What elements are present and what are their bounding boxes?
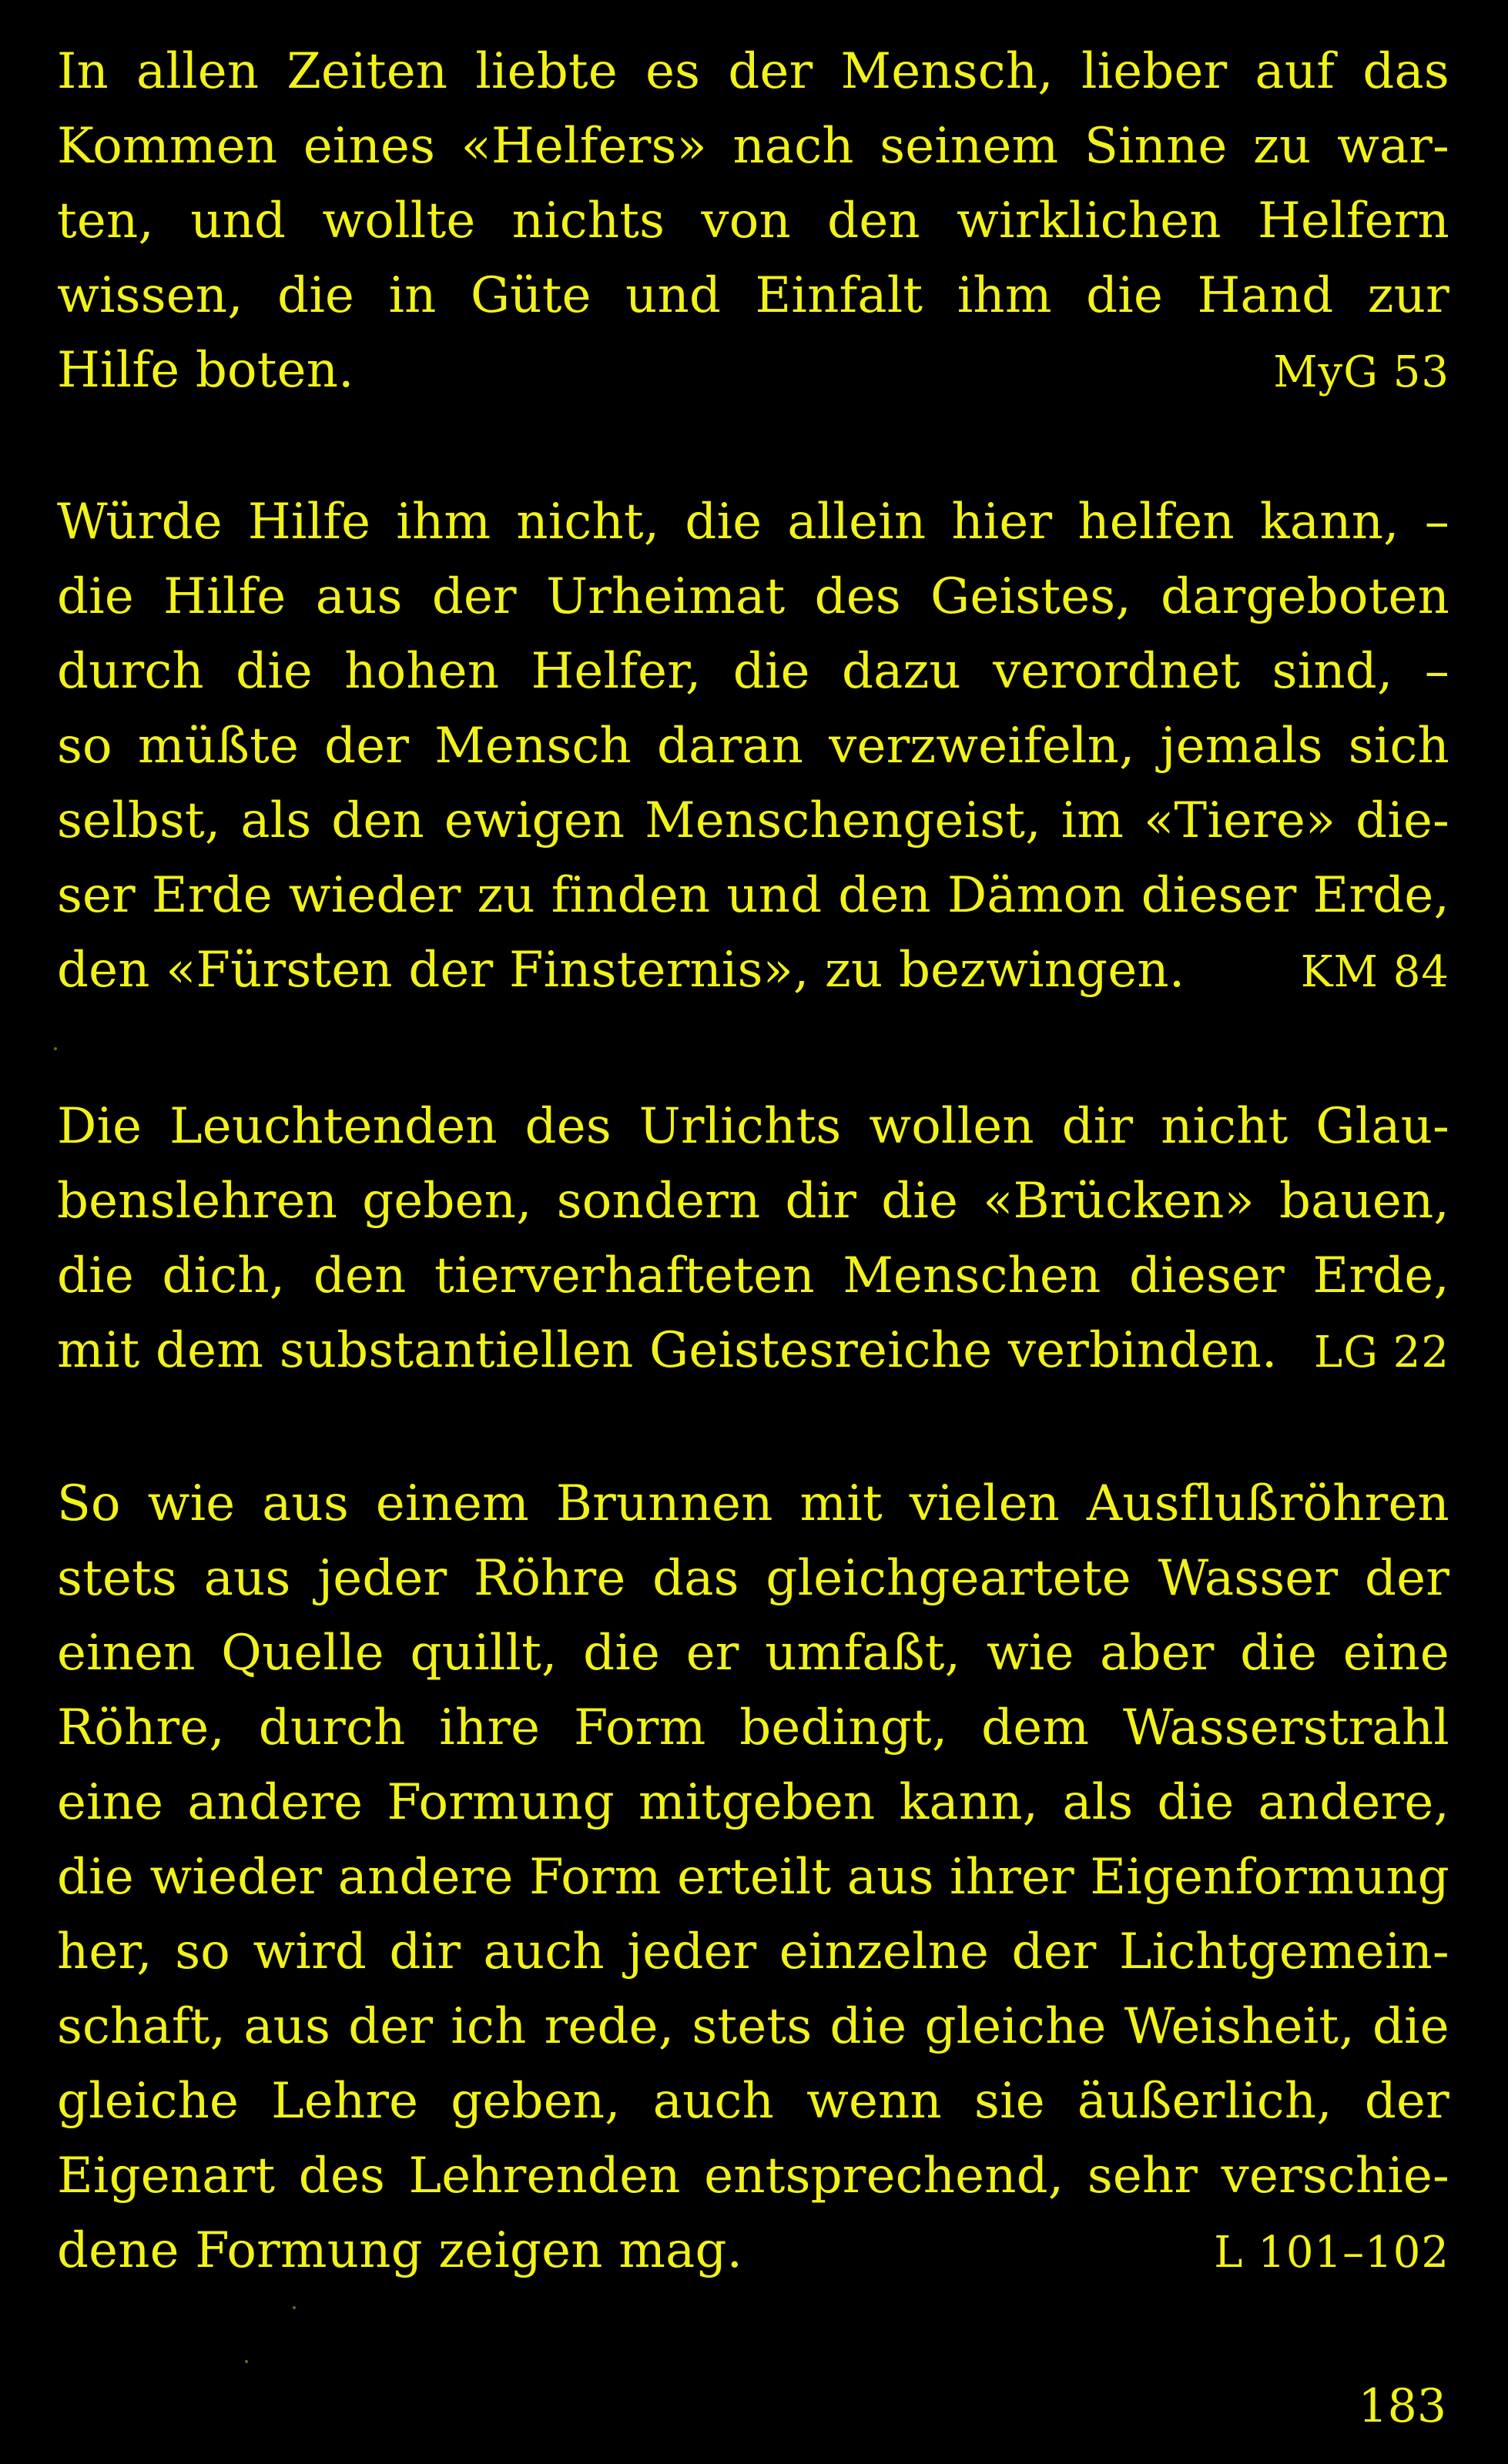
word: war- bbox=[1336, 118, 1449, 175]
word: die- bbox=[1356, 792, 1449, 849]
word: aus bbox=[243, 1998, 331, 2055]
word: gleiche bbox=[57, 2073, 240, 2130]
word: bedingt, bbox=[739, 1699, 948, 1756]
word: Mensch bbox=[434, 718, 632, 775]
word: er bbox=[685, 1625, 739, 1682]
word: den bbox=[827, 192, 920, 249]
word: der bbox=[1011, 1923, 1097, 1980]
word: andere bbox=[187, 1774, 364, 1831]
source-reference: LG 22 bbox=[1314, 1327, 1449, 1378]
text-line bbox=[57, 1915, 1449, 1990]
word: helfen bbox=[1077, 494, 1235, 551]
word: Dämon bbox=[947, 867, 1125, 924]
word: die bbox=[57, 568, 134, 625]
text-line bbox=[57, 1766, 1449, 1840]
word: ewigen bbox=[444, 792, 625, 849]
paragraph-3 bbox=[57, 1090, 1449, 1388]
word: Die bbox=[57, 1098, 142, 1155]
word: das bbox=[1362, 43, 1449, 100]
word: als bbox=[1062, 1774, 1134, 1831]
text-line bbox=[57, 560, 1449, 634]
text-line bbox=[57, 109, 1449, 184]
word: eine bbox=[57, 1774, 164, 1831]
word: Urlichts bbox=[638, 1098, 842, 1155]
word: der bbox=[1364, 1550, 1449, 1607]
word: stets bbox=[57, 1550, 177, 1607]
word: auch bbox=[652, 2073, 775, 2130]
text-line bbox=[57, 1239, 1449, 1314]
paragraph-1 bbox=[57, 35, 1449, 408]
word: dir bbox=[785, 1173, 857, 1230]
text-line bbox=[57, 1616, 1449, 1691]
word: Form bbox=[573, 1699, 706, 1756]
text-line bbox=[57, 2064, 1449, 2139]
word: Zeiten bbox=[287, 43, 448, 100]
word: die bbox=[1372, 1998, 1449, 2055]
word: wieder bbox=[288, 867, 461, 924]
word: den bbox=[331, 792, 424, 849]
word: die bbox=[685, 494, 762, 551]
word: den bbox=[313, 1247, 407, 1304]
word: Formung bbox=[387, 1774, 615, 1831]
word: äußerlich, bbox=[1077, 2073, 1332, 2130]
word: – bbox=[1424, 494, 1449, 551]
word: eines bbox=[303, 118, 436, 175]
word: aus bbox=[203, 1550, 291, 1607]
word: her, bbox=[57, 1923, 152, 1980]
word: ser bbox=[57, 867, 136, 924]
word: benslehren bbox=[57, 1173, 338, 1230]
text-line bbox=[57, 1164, 1449, 1239]
paper-speck bbox=[293, 2306, 296, 2309]
word: Glau- bbox=[1315, 1098, 1449, 1155]
text-line bbox=[57, 1467, 1449, 1542]
word: jeder bbox=[627, 1923, 757, 1980]
word: eine bbox=[1342, 1625, 1449, 1682]
source-reference: MyG 53 bbox=[1273, 347, 1449, 397]
word: Erde bbox=[151, 867, 273, 924]
text-line bbox=[57, 485, 1449, 560]
word: Quelle bbox=[221, 1625, 384, 1682]
word: gleichgeartete bbox=[766, 1550, 1131, 1607]
word: dem bbox=[981, 1699, 1090, 1756]
text-line bbox=[57, 35, 1449, 109]
word: in bbox=[388, 267, 437, 324]
text-line bbox=[57, 1691, 1449, 1766]
word: auch bbox=[483, 1923, 605, 1980]
word: vielen bbox=[909, 1475, 1061, 1532]
text-line bbox=[57, 859, 1449, 933]
word: Urheimat bbox=[546, 568, 786, 625]
word: Erde, bbox=[1312, 1247, 1449, 1304]
word: das bbox=[652, 1550, 739, 1607]
word: es bbox=[645, 43, 701, 100]
source-reference: L 101–102 bbox=[1214, 2228, 1449, 2278]
word: selbst, bbox=[57, 792, 221, 849]
word: ten, bbox=[57, 192, 154, 249]
word: einzelne bbox=[779, 1923, 990, 1980]
text-line bbox=[57, 709, 1449, 784]
word: geben, bbox=[362, 1173, 532, 1230]
word: hohen bbox=[344, 643, 500, 700]
word: Lehrenden bbox=[408, 2148, 681, 2205]
word: wenn bbox=[806, 2073, 942, 2130]
word: dazu bbox=[841, 643, 961, 700]
word: Hand bbox=[1197, 267, 1334, 324]
word: verordnet bbox=[993, 643, 1241, 700]
word: schaft, bbox=[57, 1998, 226, 2055]
word: Kommen bbox=[57, 118, 278, 175]
paper-speck bbox=[245, 2360, 248, 2363]
word: nicht, bbox=[516, 494, 660, 551]
word: Helfer, bbox=[531, 643, 702, 700]
word: mit bbox=[799, 1475, 883, 1532]
word: Lehre bbox=[271, 2073, 419, 2130]
word: dieser bbox=[1129, 1247, 1285, 1304]
final-line-text: mit dem substantiellen Geistesreiche verbinden. bbox=[57, 1322, 1278, 1379]
paragraph-4 bbox=[57, 1467, 1449, 2288]
word: so bbox=[175, 1923, 231, 1980]
word: dich, bbox=[162, 1247, 286, 1304]
word: dieser bbox=[1141, 867, 1297, 924]
word: die bbox=[277, 267, 355, 324]
word: Weisheit, bbox=[1124, 1998, 1355, 2055]
word: In bbox=[57, 43, 109, 100]
word: dir bbox=[389, 1923, 461, 1980]
word: «Helfers» bbox=[461, 118, 707, 175]
word: geben, bbox=[451, 2073, 621, 2130]
word: sich bbox=[1348, 718, 1449, 775]
word: ich bbox=[451, 1998, 527, 2055]
word: wollen bbox=[869, 1098, 1034, 1155]
final-line-text: den «Fürsten der Finsternis», zu bezwingen. bbox=[57, 942, 1185, 999]
text-line bbox=[57, 933, 1449, 1008]
word: finden bbox=[551, 867, 711, 924]
final-line-text: dene Formung zeigen mag. bbox=[57, 2222, 743, 2279]
word: Eigenformung bbox=[1090, 1849, 1449, 1906]
word: der bbox=[348, 1998, 434, 2055]
text-line bbox=[57, 634, 1449, 709]
word: der bbox=[324, 718, 410, 775]
text-line bbox=[57, 2139, 1449, 2214]
word: Sinne bbox=[1084, 118, 1228, 175]
word: bauen, bbox=[1278, 1173, 1449, 1230]
word: Helfern bbox=[1257, 192, 1449, 249]
word: «Tiere» bbox=[1144, 792, 1336, 849]
word: andere bbox=[337, 1849, 514, 1906]
text-line bbox=[57, 1542, 1449, 1616]
word: Leuchtenden bbox=[169, 1098, 498, 1155]
word: wollte bbox=[322, 192, 476, 249]
word: zu bbox=[1253, 118, 1312, 175]
word: aus bbox=[262, 1475, 350, 1532]
word: den bbox=[838, 867, 931, 924]
word: wie bbox=[147, 1475, 236, 1532]
word: zu bbox=[477, 867, 535, 924]
word: und bbox=[625, 267, 722, 324]
word: hier bbox=[951, 494, 1053, 551]
final-line-text: Hilfe boten. bbox=[57, 342, 354, 399]
word: der bbox=[728, 43, 813, 100]
word: die bbox=[236, 643, 313, 700]
word: mitgeben bbox=[638, 1774, 876, 1831]
word: aber bbox=[1100, 1625, 1215, 1682]
word: Erde, bbox=[1312, 867, 1449, 924]
text-line bbox=[57, 184, 1449, 259]
word: durch bbox=[57, 643, 204, 700]
word: tierverhafteten bbox=[434, 1247, 815, 1304]
word: durch bbox=[258, 1699, 406, 1756]
text-line bbox=[57, 1314, 1449, 1388]
word: zur bbox=[1367, 267, 1449, 324]
word: so bbox=[57, 718, 112, 775]
word: entsprechend, bbox=[704, 2148, 1064, 2205]
word: wieder bbox=[149, 1849, 323, 1906]
word: Hilfe bbox=[247, 494, 371, 551]
word: gleiche bbox=[924, 1998, 1107, 2055]
word: lieber bbox=[1081, 43, 1228, 100]
word: andere, bbox=[1258, 1774, 1449, 1831]
word: Hilfe bbox=[163, 568, 287, 625]
word: die bbox=[57, 1849, 134, 1906]
word: der bbox=[1364, 2073, 1449, 2130]
text-line bbox=[57, 1090, 1449, 1164]
word: die bbox=[57, 1247, 134, 1304]
word: wie bbox=[986, 1625, 1074, 1682]
word: Mensch, bbox=[840, 43, 1054, 100]
word: quillt, bbox=[410, 1625, 558, 1682]
word: Wasser bbox=[1158, 1550, 1339, 1607]
text-line bbox=[57, 1840, 1449, 1915]
paper-speck bbox=[54, 1047, 57, 1050]
word: die bbox=[829, 1998, 907, 2055]
word: Eigenart bbox=[57, 2148, 276, 2205]
word: und bbox=[190, 192, 287, 249]
word: Brunnen bbox=[555, 1475, 773, 1532]
word: des bbox=[814, 568, 901, 625]
text-line bbox=[57, 784, 1449, 859]
word: seinem bbox=[880, 118, 1059, 175]
word: die bbox=[1086, 267, 1164, 324]
word: die bbox=[1240, 1625, 1318, 1682]
word: und bbox=[726, 867, 823, 924]
word: Wasserstrahl bbox=[1122, 1699, 1449, 1756]
word: als bbox=[240, 792, 312, 849]
text-line bbox=[57, 2214, 1449, 2288]
word: auf bbox=[1255, 43, 1335, 100]
word: Güte bbox=[470, 267, 591, 324]
word: Lichtgemein- bbox=[1119, 1923, 1449, 1980]
word: sondern bbox=[556, 1173, 761, 1230]
word: nicht bbox=[1161, 1098, 1289, 1155]
word: die bbox=[583, 1625, 661, 1682]
word: müßte bbox=[137, 718, 300, 775]
word: sie bbox=[974, 2073, 1045, 2130]
word: sehr bbox=[1087, 2148, 1198, 2205]
word: die bbox=[732, 643, 810, 700]
word: einem bbox=[375, 1475, 529, 1532]
word: des bbox=[298, 2148, 386, 2205]
page-number: 183 bbox=[1358, 2379, 1446, 2433]
word: Würde bbox=[57, 494, 223, 551]
word: dargeboten bbox=[1161, 568, 1449, 625]
word: umfaßt, bbox=[765, 1625, 961, 1682]
word: Menschengeist, bbox=[645, 792, 1041, 849]
word: «Brücken» bbox=[983, 1173, 1255, 1230]
source-reference: KM 84 bbox=[1300, 947, 1449, 997]
word: wirklichen bbox=[957, 192, 1221, 249]
word: Ausflußröhren bbox=[1086, 1475, 1449, 1532]
word: dir bbox=[1061, 1098, 1134, 1155]
word: nach bbox=[732, 118, 854, 175]
word: wissen, bbox=[57, 267, 243, 324]
word: ihm bbox=[396, 494, 491, 551]
word: erteilt bbox=[677, 1849, 832, 1906]
word: kann, bbox=[899, 1774, 1039, 1831]
word: im bbox=[1061, 792, 1124, 849]
word: daran bbox=[657, 718, 804, 775]
word: Geistes, bbox=[930, 568, 1131, 625]
word: Menschen bbox=[843, 1247, 1101, 1304]
word: wird bbox=[253, 1923, 367, 1980]
word: rede, bbox=[544, 1998, 675, 2055]
word: ihm bbox=[957, 267, 1052, 324]
word: – bbox=[1424, 643, 1449, 700]
word: So bbox=[57, 1475, 121, 1532]
text-line bbox=[57, 333, 1449, 408]
word: jeder bbox=[317, 1550, 447, 1607]
word: liebte bbox=[475, 43, 618, 100]
word: Form bbox=[529, 1849, 662, 1906]
word: Röhre bbox=[474, 1550, 626, 1607]
word: allein bbox=[787, 494, 927, 551]
word: einen bbox=[57, 1625, 196, 1682]
word: allen bbox=[136, 43, 260, 100]
word: ihrer bbox=[950, 1849, 1074, 1906]
word: aus bbox=[846, 1849, 934, 1906]
word: sind, bbox=[1272, 643, 1393, 700]
word: verschie- bbox=[1221, 2148, 1449, 2205]
word: aus bbox=[315, 568, 403, 625]
word: des bbox=[524, 1098, 612, 1155]
paragraph-2 bbox=[57, 485, 1449, 1008]
word: jemals bbox=[1160, 718, 1323, 775]
word: ihre bbox=[439, 1699, 541, 1756]
text-line bbox=[57, 259, 1449, 333]
word: nichts bbox=[511, 192, 665, 249]
word: der bbox=[431, 568, 517, 625]
word: Einfalt bbox=[755, 267, 923, 324]
word: kann, bbox=[1259, 494, 1399, 551]
word: Röhre, bbox=[57, 1699, 225, 1756]
word: von bbox=[701, 192, 791, 249]
word: die bbox=[881, 1173, 959, 1230]
word: die bbox=[1157, 1774, 1235, 1831]
text-line bbox=[57, 1990, 1449, 2064]
word: stets bbox=[692, 1998, 813, 2055]
word: verzweifeln, bbox=[829, 718, 1135, 775]
